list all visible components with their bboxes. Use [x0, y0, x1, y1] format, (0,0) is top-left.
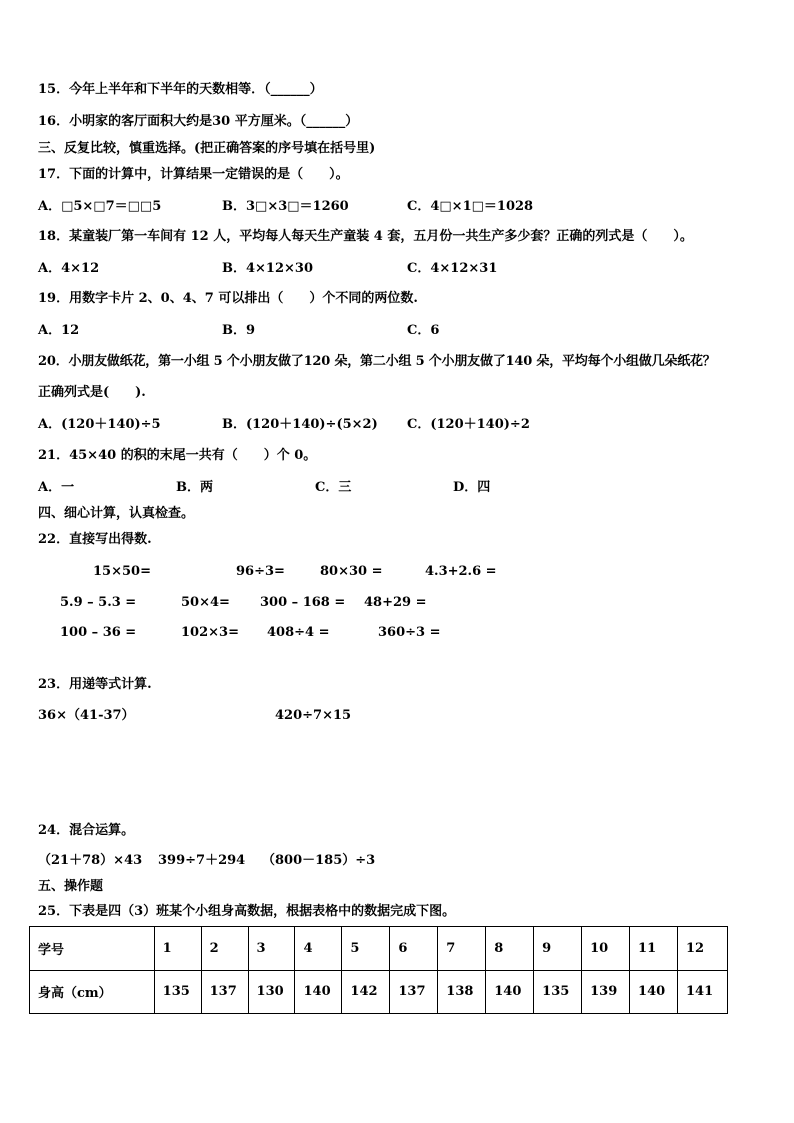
calc-item: 4.3+2.6 =	[425, 564, 497, 579]
question-24-item-1: （21＋78）×43	[38, 853, 143, 868]
student-id-cell: 10	[582, 927, 630, 971]
question-23-item-2: 420÷7×15	[275, 708, 352, 723]
question-19-option-c: C．6	[407, 323, 440, 338]
question-16: 16．小明家的客厅面积大约是30 平方厘米。（______）	[38, 114, 359, 129]
student-id-cell: 9	[534, 927, 582, 971]
question-21-option-a: A．一	[38, 480, 75, 495]
question-19-option-a: A．12	[38, 323, 80, 338]
question-22-stem: 22．直接写出得数.	[38, 532, 152, 547]
calc-item: 360÷3 =	[378, 625, 441, 640]
calc-item: 48+29 =	[364, 595, 427, 610]
height-cell: 140	[630, 970, 678, 1014]
height-cell: 138	[438, 970, 486, 1014]
calc-item: 408÷4 =	[267, 625, 330, 640]
height-cell: 140	[486, 970, 534, 1014]
question-17-option-b: B．3□×3□＝1260	[222, 199, 349, 214]
student-id-row	[30, 927, 728, 971]
calc-item: 5.9 – 5.3 =	[60, 595, 137, 610]
height-cell: 130	[248, 970, 295, 1014]
student-id-cell: 12	[677, 927, 727, 971]
calc-item: 96÷3=	[236, 564, 285, 579]
calc-item: 102×3=	[181, 625, 239, 640]
question-20-stem-line2: 正确列式是( ).	[38, 385, 146, 400]
student-id-cell: 7	[438, 927, 486, 971]
question-18-option-a: A．4×12	[38, 261, 100, 276]
question-20-stem-line1: 20．小朋友做纸花，第一小组 5 个小朋友做了120 朵，第二小组 5 个小朋友做了140 朵，平均每个小组做几朵纸花？	[38, 354, 716, 369]
height-cell: 135	[154, 970, 201, 1014]
height-data-table	[29, 926, 728, 1014]
calc-item: 100 – 36 =	[60, 625, 137, 640]
calc-item: 300 – 168 =	[260, 595, 346, 610]
question-18-option-b: B．4×12×30	[222, 261, 314, 276]
section-3-heading: 三、反复比较，慎重选择。(把正确答案的序号填在括号里)	[38, 141, 376, 156]
question-20-option-a: A．(120＋140)÷5	[38, 417, 161, 432]
question-18-option-c: C．4×12×31	[407, 261, 498, 276]
calc-item: 80×30 =	[320, 564, 383, 579]
question-21-option-c: C．三	[315, 480, 352, 495]
calc-item: 50×4=	[181, 595, 230, 610]
height-cell: 139	[582, 970, 630, 1014]
question-24-item-3: （800－185）÷3	[262, 853, 376, 868]
question-15: 15．今年上半年和下半年的天数相等．（______）	[38, 82, 323, 97]
calc-item: 15×50=	[93, 564, 151, 579]
student-id-cell: 4	[295, 927, 342, 971]
question-17-stem: 17．下面的计算中，计算结果一定错误的是（ ）。	[38, 167, 349, 182]
student-id-cell: 6	[390, 927, 438, 971]
height-cell: 137	[201, 970, 248, 1014]
student-id-cell: 11	[630, 927, 678, 971]
question-21-stem: 21．45×40 的积的末尾一共有（ ）个 0。	[38, 448, 317, 463]
question-23-stem: 23．用递等式计算.	[38, 677, 152, 692]
question-19-stem: 19．用数字卡片 2、0、4、7 可以排出（ ）个不同的两位数.	[38, 291, 418, 306]
height-cell: 142	[342, 970, 390, 1014]
student-id-cell: 1	[154, 927, 201, 971]
question-17-option-a: A．□5×□7＝□□5	[38, 199, 162, 214]
row-header-student-id: 学号	[30, 927, 155, 971]
student-id-cell: 2	[201, 927, 248, 971]
height-cell: 135	[534, 970, 582, 1014]
question-23-item-1: 36×（41-37）	[38, 708, 135, 723]
row-header-height: 身高（cm）	[30, 970, 155, 1014]
student-id-cell: 8	[486, 927, 534, 971]
question-20-option-c: C．(120＋140)÷2	[407, 417, 530, 432]
question-24-stem: 24．混合运算。	[38, 823, 135, 838]
student-id-cell: 5	[342, 927, 390, 971]
section-5-heading: 五、操作题	[38, 879, 104, 894]
question-17-option-c: C．4□×1□＝1028	[407, 199, 534, 214]
question-24-item-2: 399÷7＋294	[158, 853, 246, 868]
question-21-option-d: D．四	[453, 480, 491, 495]
question-25-stem: 25．下表是四（3）班某个小组身高数据，根据表格中的数据完成下图。	[38, 904, 456, 919]
question-20-option-b: B．(120＋140)÷(5×2)	[222, 417, 378, 432]
height-cell: 137	[390, 970, 438, 1014]
height-row	[30, 970, 728, 1014]
height-cell: 140	[295, 970, 342, 1014]
question-21-option-b: B．两	[176, 480, 213, 495]
question-18-stem: 18．某童装厂第一车间有 12 人，平均每人每天生产童装 4 套，五月份一共生产多少套？正确的列式是（ ）。	[38, 229, 693, 244]
question-19-option-b: B．9	[222, 323, 256, 338]
section-4-heading: 四、细心计算，认真检查。	[38, 506, 195, 521]
height-cell: 141	[677, 970, 727, 1014]
student-id-cell: 3	[248, 927, 295, 971]
